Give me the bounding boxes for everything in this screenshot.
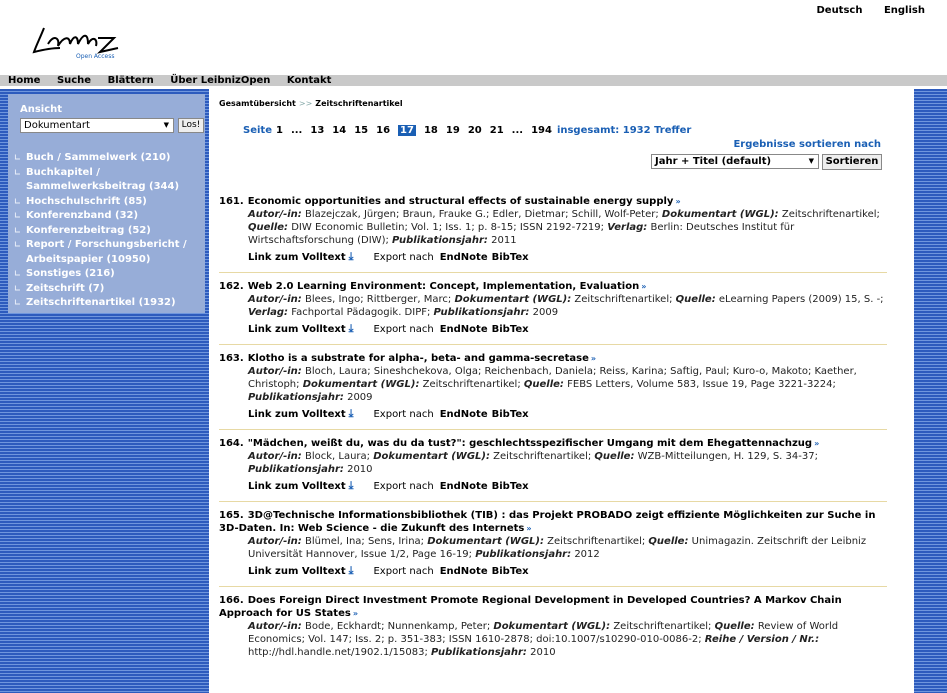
label-year: Publikationsjahr: bbox=[248, 392, 344, 403]
page-link[interactable]: 16 bbox=[376, 125, 391, 136]
sort-button[interactable]: Sortieren bbox=[822, 154, 882, 170]
endnote-link[interactable]: EndNote bbox=[439, 409, 488, 420]
sidebar-item-konferenzbeitrag[interactable]: ∟ Konferenzbeitrag (52) bbox=[14, 224, 202, 239]
page-ellipsis: ... bbox=[511, 125, 524, 136]
result-source: WZB-Mitteilungen, H. 129, S. 34-37; bbox=[637, 451, 818, 462]
label-year: Publikationsjahr: bbox=[433, 307, 530, 318]
label-source: Quelle: bbox=[675, 294, 716, 305]
export-label: Export nach bbox=[373, 409, 434, 420]
label-year: Publikationsjahr: bbox=[392, 235, 488, 246]
result-source: eLearning Papers (2009) 15, S. -; bbox=[718, 294, 884, 305]
bibtex-link[interactable]: BibTex bbox=[491, 481, 529, 492]
fulltext-link[interactable]: Link zum Volltext bbox=[248, 481, 346, 492]
sidebar-item-konferenzband[interactable]: ∟ Konferenzband (32) bbox=[14, 209, 202, 224]
result-meta bbox=[248, 293, 887, 319]
result-year: 2009 bbox=[347, 392, 373, 403]
result-meta bbox=[248, 620, 887, 659]
los-button[interactable]: Los! bbox=[178, 118, 204, 133]
result-title[interactable]: 3D@Technische Informationsbibliothek (TIB) : das Projekt PROBADO zeigt effiziente Möglichkeiten zur Suche in 3D-Daten. In: Web Science - die Zukunft des Internets bbox=[219, 510, 876, 534]
result-number: 162. bbox=[219, 281, 244, 292]
expand-chevron-icon[interactable]: » bbox=[590, 354, 597, 363]
breadcrumb-current: Zeitschriftenartikel bbox=[315, 99, 403, 108]
endnote-link[interactable]: EndNote bbox=[439, 566, 488, 577]
result-item bbox=[219, 509, 887, 587]
sidebar-item-hochschulschrift[interactable]: ∟ Hochschulschrift (85) bbox=[14, 195, 202, 210]
label-year: Publikationsjahr: bbox=[248, 464, 344, 475]
result-number: 165. bbox=[219, 510, 244, 521]
nav-blaettern[interactable]: Blättern bbox=[107, 75, 154, 86]
label-doctype: Dokumentart (WGL): bbox=[661, 209, 779, 220]
label-source: Quelle: bbox=[648, 536, 689, 547]
label-source: Quelle: bbox=[523, 379, 564, 390]
fulltext-link[interactable]: Link zum Volltext bbox=[248, 409, 346, 420]
label-publisher: Verlag: bbox=[607, 222, 648, 233]
result-year: 2011 bbox=[491, 235, 517, 246]
chevron-down-icon: ▼ bbox=[163, 121, 169, 129]
result-item bbox=[219, 594, 887, 667]
result-meta bbox=[248, 365, 887, 404]
top-nav bbox=[0, 75, 947, 86]
label-series: Reihe / Version / Nr.: bbox=[704, 634, 820, 645]
result-year: 2009 bbox=[532, 307, 559, 318]
fulltext-link[interactable]: Link zum Volltext bbox=[248, 324, 346, 335]
result-item bbox=[219, 352, 887, 430]
leibniz-logo[interactable] bbox=[30, 8, 130, 62]
label-doctype: Dokumentart (WGL): bbox=[493, 621, 611, 632]
label-author: Autor/-in: bbox=[248, 294, 302, 305]
export-label: Export nach bbox=[373, 252, 434, 263]
page-link[interactable]: 19 bbox=[445, 125, 460, 136]
page-link[interactable]: 21 bbox=[489, 125, 504, 136]
doctype-list bbox=[14, 151, 202, 311]
sidebar-item-sonstiges[interactable]: ∟ Sonstiges (216) bbox=[14, 267, 202, 282]
result-year: 2010 bbox=[530, 647, 556, 658]
result-source: Review of World Economics; Vol. 147; Iss. 2; p. 351-383; ISSN 1610-2878; doi:10.1007/s10290-010-0086-2; bbox=[248, 621, 839, 645]
bibtex-link[interactable]: BibTex bbox=[491, 324, 529, 335]
result-doctype: Zeitschriftenartikel; bbox=[422, 379, 521, 390]
page-current: 17 bbox=[400, 125, 414, 136]
label-author: Autor/-in: bbox=[248, 451, 302, 462]
view-select[interactable] bbox=[20, 118, 174, 133]
result-doctype: Zeitschriftenartikel; bbox=[613, 621, 712, 632]
result-title[interactable]: "Mädchen, weißt du, was du da tust?": geschlechtsspezifischer Umgang mit dem Ehegattennachzug bbox=[247, 438, 813, 449]
language-switch bbox=[798, 5, 925, 16]
sidebar-heading: Ansicht bbox=[20, 104, 63, 115]
label-author: Autor/-in: bbox=[248, 536, 302, 547]
endnote-link[interactable]: EndNote bbox=[439, 252, 488, 263]
result-title[interactable]: Web 2.0 Learning Environment: Concept, Implementation, Evaluation bbox=[247, 281, 640, 292]
label-year: Publikationsjahr: bbox=[475, 549, 572, 560]
result-publisher: Fachportal Pädagogik. DIPF; bbox=[291, 307, 431, 318]
chevron-down-icon: ▼ bbox=[808, 157, 814, 165]
expand-chevron-icon[interactable]: » bbox=[352, 609, 358, 618]
export-label: Export nach bbox=[373, 566, 434, 577]
nav-ueber[interactable]: Über LeibnizOpen bbox=[170, 75, 271, 86]
view-select-value: Dokumentart bbox=[24, 120, 90, 131]
total-hits: insgesamt: 1932 Treffer bbox=[556, 125, 692, 136]
label-doctype: Dokumentart (WGL): bbox=[454, 294, 572, 305]
page-link[interactable]: 15 bbox=[354, 125, 369, 136]
label-author: Autor/-in: bbox=[248, 621, 302, 632]
page-link[interactable]: 13 bbox=[310, 125, 325, 136]
sidebar-item-buch[interactable]: ∟ Buch / Sammelwerk (210) bbox=[14, 151, 202, 166]
result-year: 2010 bbox=[347, 464, 373, 475]
result-source: DIW Economic Bulletin; Vol. 1; Iss. 1; p. 8-15; ISSN 2192-7219; bbox=[291, 222, 605, 233]
sort-label: Ergebnisse sortieren nach bbox=[733, 139, 881, 150]
result-doctype: Zeitschriftenartikel; bbox=[547, 536, 646, 547]
result-author: Blümel, Ina; Sens, Irina; bbox=[304, 536, 425, 547]
result-number: 161. bbox=[219, 196, 244, 207]
label-publisher: Verlag: bbox=[248, 307, 289, 318]
lang-english[interactable]: English bbox=[883, 5, 925, 16]
result-author: Bloch, Laura; Sineshchekova, Olga; Reichenbach, Daniela; Reiss, Karina; Saftig, Paul; Kuro-o, Makoto; Kaether, Christoph; bbox=[248, 366, 857, 390]
export-label: Export nach bbox=[373, 324, 434, 335]
download-icon[interactable]: ⤓ bbox=[348, 479, 354, 492]
bibtex-link[interactable]: BibTex bbox=[491, 409, 529, 420]
label-author: Autor/-in: bbox=[248, 209, 302, 220]
expand-chevron-icon[interactable]: » bbox=[641, 282, 647, 291]
result-doctype: Zeitschriftenartikel; bbox=[574, 294, 673, 305]
result-meta bbox=[248, 535, 887, 561]
result-item bbox=[219, 437, 887, 502]
fulltext-link[interactable]: Link zum Volltext bbox=[248, 252, 346, 263]
page-link[interactable]: 14 bbox=[332, 125, 347, 136]
lang-deutsch[interactable]: Deutsch bbox=[816, 5, 863, 16]
bibtex-link[interactable]: BibTex bbox=[491, 252, 529, 263]
label-doctype: Dokumentart (WGL): bbox=[373, 451, 490, 462]
export-label: Export nach bbox=[373, 481, 434, 492]
label-author: Autor/-in: bbox=[248, 366, 302, 377]
result-meta bbox=[248, 208, 887, 247]
result-series[interactable]: http://hdl.handle.net/1902.1/15083; bbox=[248, 647, 428, 658]
logo-sub: Open Access bbox=[76, 53, 115, 60]
label-doctype: Dokumentart (WGL): bbox=[302, 379, 420, 390]
breadcrumb bbox=[219, 99, 403, 108]
fulltext-link[interactable]: Link zum Volltext bbox=[248, 566, 346, 577]
endnote-link[interactable]: EndNote bbox=[439, 324, 488, 335]
label-year: Publikationsjahr: bbox=[431, 647, 527, 658]
download-icon[interactable]: ⤓ bbox=[348, 250, 354, 263]
sidebar bbox=[8, 94, 205, 313]
bibtex-link[interactable]: BibTex bbox=[491, 566, 529, 577]
nav-kontakt[interactable]: Kontakt bbox=[286, 75, 332, 86]
result-doctype: Zeitschriftenartikel; bbox=[493, 451, 592, 462]
result-meta bbox=[248, 450, 887, 476]
endnote-link[interactable]: EndNote bbox=[439, 481, 488, 492]
result-number: 164. bbox=[219, 438, 244, 449]
page-link[interactable]: 1 bbox=[275, 125, 283, 136]
label-doctype: Dokumentart (WGL): bbox=[427, 536, 544, 547]
label-source: Quelle: bbox=[594, 451, 635, 462]
result-author: Blazejczak, Jürgen; Braun, Frauke G.; Edler, Dietmar; Schill, Wolf-Peter; bbox=[304, 209, 659, 220]
result-author: Bode, Eckhardt; Nunnenkamp, Peter; bbox=[304, 621, 491, 632]
breadcrumb-home[interactable]: Gesamtübersicht bbox=[219, 99, 296, 108]
expand-chevron-icon[interactable]: » bbox=[526, 524, 532, 533]
result-source: FEBS Letters, Volume 583, Issue 19, Page 3221-3224; bbox=[567, 379, 836, 390]
page-link[interactable]: 194 bbox=[531, 125, 552, 136]
right-stripe-decoration bbox=[914, 89, 947, 693]
sort-select[interactable] bbox=[651, 154, 819, 169]
nav-home[interactable]: Home bbox=[8, 75, 41, 86]
nav-suche[interactable]: Suche bbox=[56, 75, 92, 86]
label-source: Quelle: bbox=[248, 222, 289, 233]
result-item bbox=[219, 195, 887, 273]
result-source: Unimagazin. Zeitschrift der Leibniz Universität Hannover, Issue 1/2, Page 16-19; bbox=[248, 536, 867, 560]
result-publisher: Berlin: Deutsches Institut für Wirtschaftsforschung (DIW); bbox=[248, 222, 795, 246]
page-ellipsis: ... bbox=[290, 125, 303, 136]
expand-chevron-icon[interactable]: » bbox=[675, 197, 681, 206]
download-icon[interactable]: ⤓ bbox=[348, 322, 354, 335]
result-year: 2012 bbox=[574, 549, 600, 560]
sort-select-value: Jahr + Titel (default) bbox=[655, 156, 772, 167]
expand-chevron-icon[interactable]: » bbox=[814, 439, 820, 448]
page-link[interactable]: 18 bbox=[423, 125, 438, 136]
sidebar-item-zeitschriftenartikel[interactable]: ∟ Zeitschriftenartikel (1932) bbox=[14, 296, 202, 311]
result-title[interactable]: Does Foreign Direct Investment Promote Regional Development in Developed Countries? A Markov Chain Approach for US States bbox=[219, 595, 842, 619]
label-source: Quelle: bbox=[714, 621, 755, 632]
pager-label: Seite bbox=[243, 125, 272, 136]
results-list bbox=[219, 195, 887, 674]
result-doctype: Zeitschriftenartikel; bbox=[781, 209, 880, 220]
page-link[interactable]: 20 bbox=[467, 125, 482, 136]
result-title[interactable]: Economic opportunities and structural effects of sustainable energy supply bbox=[247, 196, 674, 207]
result-number: 166. bbox=[219, 595, 244, 606]
result-author: Block, Laura; bbox=[304, 451, 371, 462]
sidebar-item-zeitschrift[interactable]: ∟ Zeitschrift (7) bbox=[14, 282, 202, 297]
sidebar-item-buchkapitel[interactable]: ∟ Buchkapitel / Sammelwerksbeitrag (344) bbox=[14, 166, 202, 195]
sidebar-item-report[interactable]: ∟ Report / Forschungsbericht / Arbeitspapier (10950) bbox=[14, 238, 202, 267]
pagination bbox=[243, 125, 691, 136]
breadcrumb-separator: >> bbox=[298, 99, 313, 108]
result-author: Blees, Ingo; Rittberger, Marc; bbox=[304, 294, 452, 305]
download-icon[interactable]: ⤓ bbox=[348, 407, 354, 420]
result-number: 163. bbox=[219, 353, 244, 364]
download-icon[interactable]: ⤓ bbox=[348, 564, 354, 577]
result-title[interactable]: Klotho is a substrate for alpha-, beta- and gamma-secretase bbox=[247, 353, 589, 364]
result-item bbox=[219, 280, 887, 345]
